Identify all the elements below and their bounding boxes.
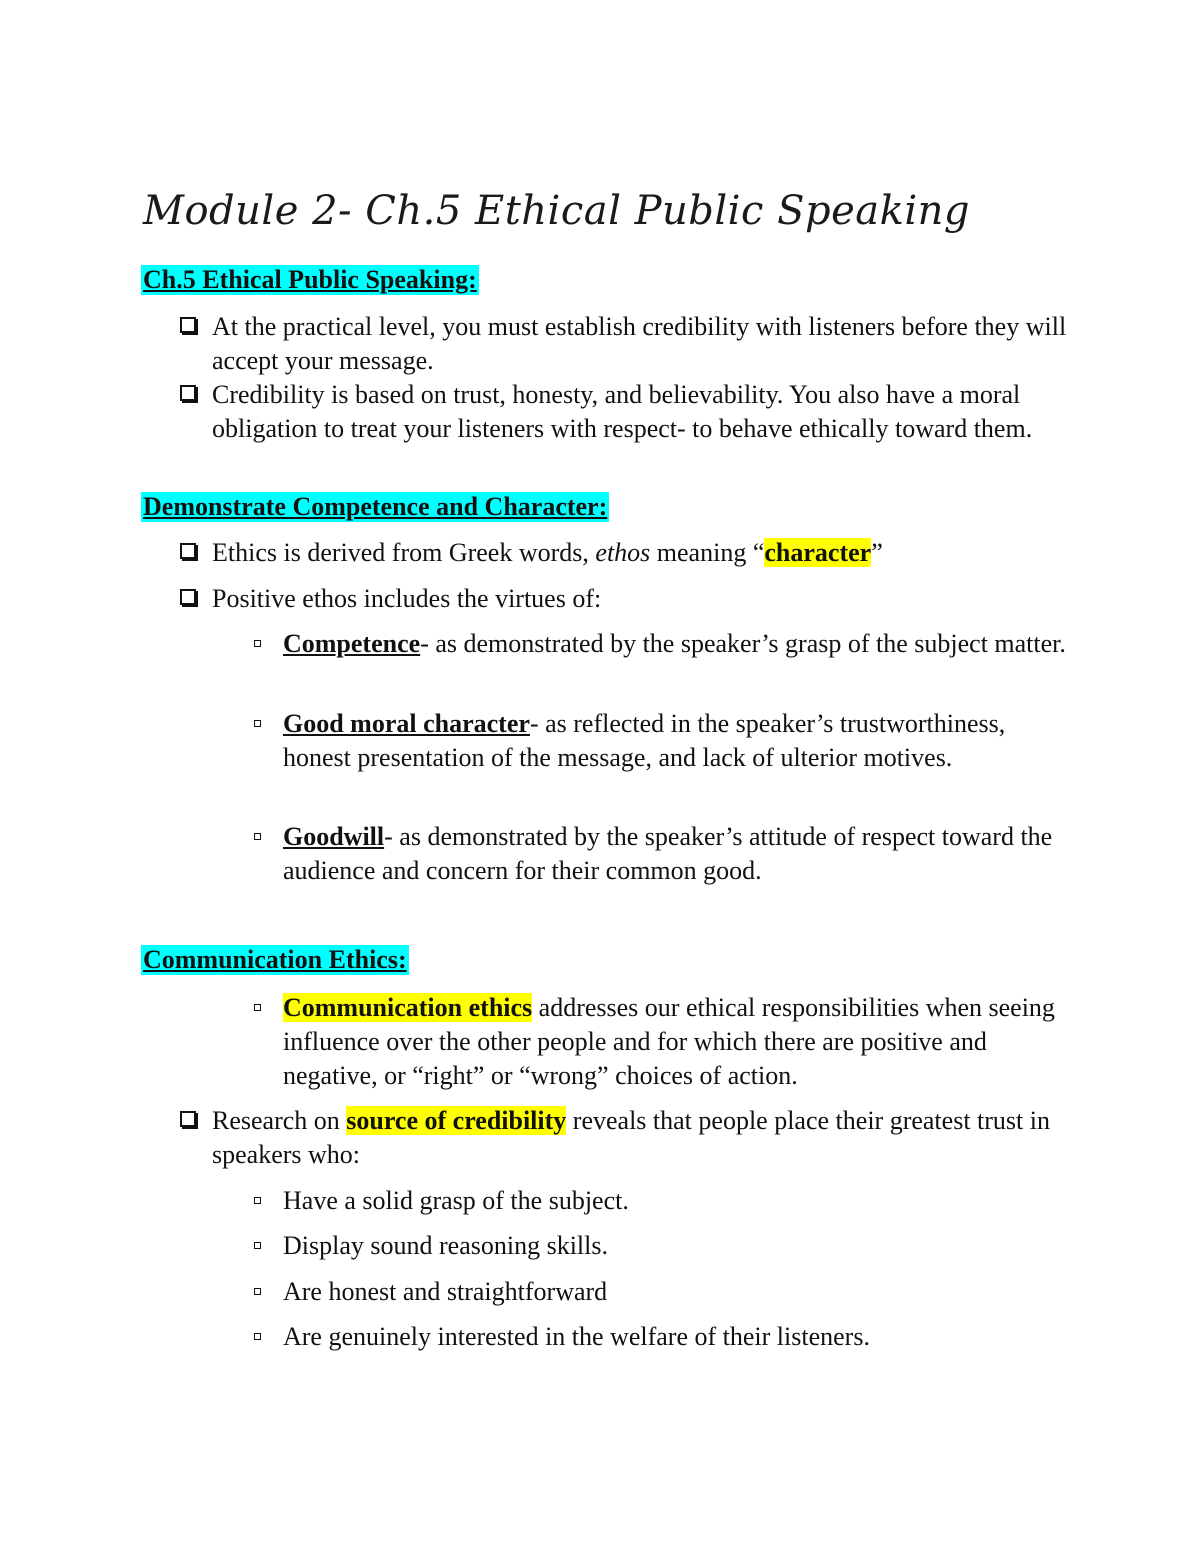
virtue-text [283, 820, 1070, 888]
list-item-ethics [180, 536, 1080, 570]
text-fragment: Ethics is derived from Greek words, [212, 538, 596, 567]
list-item-text: At the practical level, you must establish credibility with listeners before they will accept your message. [212, 312, 1067, 375]
virtue-description: - as demonstrated by the speaker’s attitude of respect toward the audience and concern for their common good. [283, 822, 1053, 885]
checkbox-icon [180, 1111, 196, 1127]
virtue-term: Good moral character [283, 709, 530, 738]
square-bullet-icon [254, 640, 261, 647]
trait-item [250, 1320, 1070, 1354]
section-heading-communication-ethics: Communication Ethics: [143, 945, 407, 974]
checkbox-icon [180, 543, 196, 559]
text-fragment: ” [871, 538, 883, 567]
highlight-source-of-credibility: source of credibility [346, 1106, 567, 1135]
virtue-term: Competence [283, 629, 421, 658]
text-fragment: Research on [212, 1106, 347, 1135]
virtue-text [283, 627, 1070, 661]
trait-text: Are genuinely interested in the welfare of their listeners. [283, 1322, 870, 1351]
definition-item [250, 991, 1070, 1093]
checkbox-icon [180, 589, 196, 605]
list-item [180, 310, 1080, 378]
virtue-description: - as demonstrated by the speaker’s grasp of the subject matter. [420, 629, 1066, 658]
virtue-text [283, 707, 1070, 775]
list-item-text [212, 1104, 1080, 1172]
text-fragment: meaning “ [650, 538, 765, 567]
trait-item [250, 1184, 1070, 1218]
highlight-communication-ethics: Communication ethics [283, 993, 533, 1022]
list-item-text: Credibility is based on trust, honesty, and believability. You also have a moral obligation to treat your listeners with respect- to behave ethically toward them. [212, 380, 1033, 443]
trait-text: Display sound reasoning skills. [283, 1231, 608, 1260]
trait-item [250, 1275, 1070, 1309]
virtue-item-competence [250, 627, 1070, 661]
square-bullet-icon [254, 1197, 261, 1204]
virtue-term: Goodwill [283, 822, 385, 851]
list-item-virtues-intro [180, 582, 1080, 616]
section-heading-competence-character: Demonstrate Competence and Character: [143, 492, 608, 521]
text-fragment: reveals that people place their greatest trust in speakers who: [212, 1106, 1050, 1169]
section-heading-ethical-public-speaking: Ch.5 Ethical Public Speaking: [143, 265, 477, 294]
trait-text: Are honest and straightforward [283, 1277, 608, 1306]
square-bullet-icon [254, 1333, 261, 1340]
virtue-description: - as reflected in the speaker’s trustworthiness, honest presentation of the message, and lack of ulterior motives. [283, 709, 1006, 772]
definition-text [283, 991, 1070, 1093]
virtue-item-good-moral-character [250, 707, 1070, 775]
virtue-item-goodwill [250, 820, 1070, 888]
trait-text: Have a solid grasp of the subject. [283, 1186, 629, 1215]
highlight-character: character [764, 538, 872, 567]
list-item [180, 378, 1080, 446]
ethos-term: ethos [595, 538, 651, 567]
list-item-text [212, 536, 1080, 570]
square-bullet-icon [254, 833, 261, 840]
checkbox-icon [180, 385, 196, 401]
square-bullet-icon [254, 1242, 261, 1249]
definition-rest: addresses our ethical responsibilities when seeing influence over the other people and for which there are positive and negative, or “right” or “wrong” choices of action. [283, 993, 1055, 1090]
square-bullet-icon [254, 1004, 261, 1011]
square-bullet-icon [254, 1288, 261, 1295]
page-title: Module 2- Ch.5 Ethical Public Speaking [143, 188, 971, 234]
list-item-research [180, 1104, 1080, 1172]
list-item-text: Positive ethos includes the virtues of: [212, 584, 602, 613]
checkbox-icon [180, 317, 196, 333]
trait-item [250, 1229, 1070, 1263]
square-bullet-icon [254, 720, 261, 727]
